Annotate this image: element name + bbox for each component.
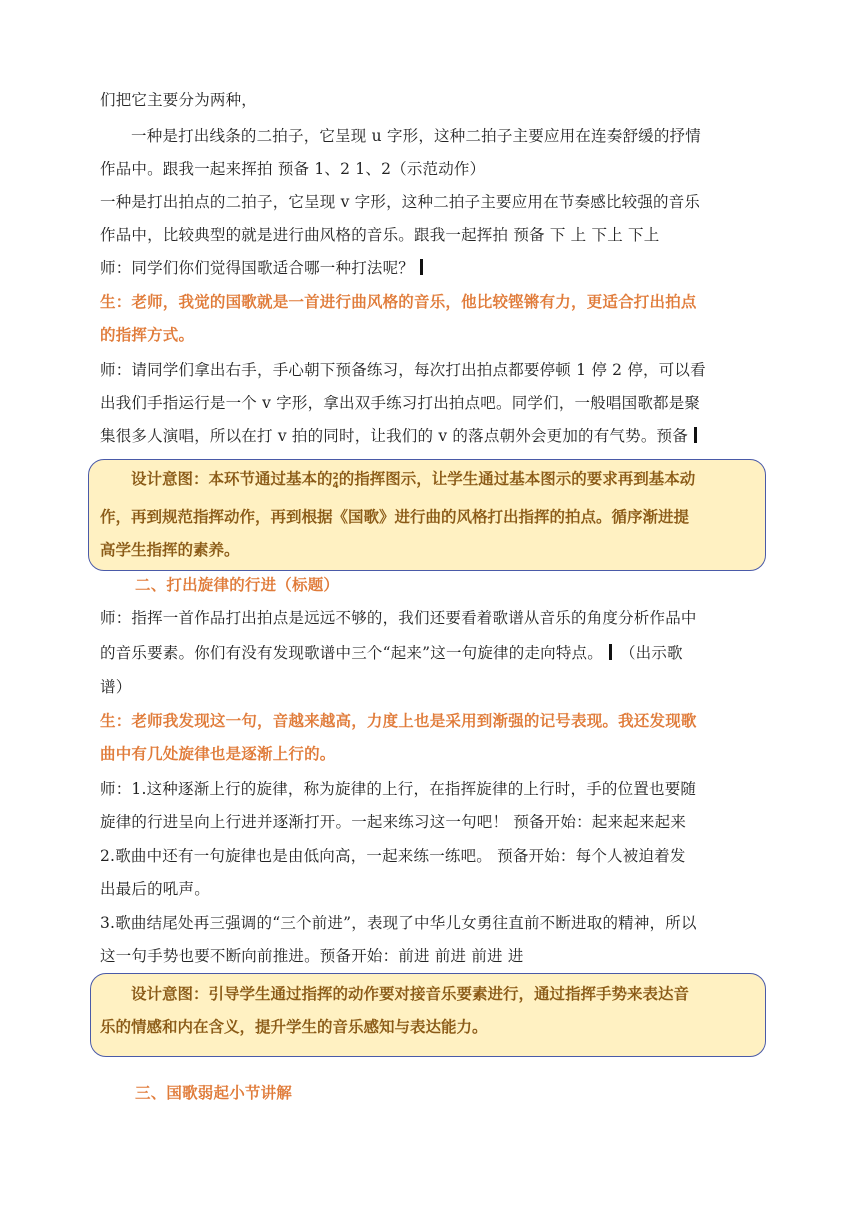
student-answer-line: 生：老师我发现这一句，音越来越高，力度上也是采用到渐强的记号表现。我还发现歌 (100, 712, 697, 730)
paragraph-text: （出示歌 (619, 644, 683, 662)
design-intent-line: 设计意图：引导学生通过指挥的动作要对接音乐要素进行，通过指挥手势来表达音 (131, 985, 690, 1003)
paragraph-line: 作品中，比较典型的就是进行曲风格的音乐。跟我一起挥拍 预备 下 上 下上 下上 (100, 226, 660, 244)
section-heading: 三、国歌弱起小节讲解 (135, 1084, 293, 1102)
paragraph-line: 2.歌曲中还有一句旋律也是由低向高，一起来练一练吧。 预备开始：每个人被迫着发 (100, 847, 686, 865)
paragraph-text: 集很多人演唱，所以在打 v 拍的同时，让我们的 v 的落点朝外会更加的有气势。预备 (100, 427, 688, 445)
design-intent-line: 作，再到规范指挥动作，再到根据《国歌》进行曲的风格打出指挥的拍点。循序渐进提 (100, 508, 690, 526)
paragraph-line: 师：指挥一首作品打出拍点是远远不够的，我们还要看着歌谱从音乐的角度分析作品中 (100, 609, 697, 627)
paragraph-line: 师：请同学们拿出右手，手心朝下预备练习，每次打出拍点都要停顿 1 停 2 停，可以看 (100, 361, 706, 379)
text-cursor (609, 644, 612, 660)
section-heading: 二、打出旋律的行进（标题） (135, 576, 340, 594)
paragraph-line: 们把它主要分为两种， (100, 91, 258, 109)
paragraph-line (100, 425, 760, 447)
paragraph-line (100, 642, 760, 664)
paragraph-line: 一种是打出线条的二拍子，它呈现 u 字形，这种二拍子主要应用在连奏舒缓的抒情 (131, 127, 701, 145)
design-intent-line: 高学生指挥的素养。 (100, 541, 240, 559)
paragraph-line: 师：1.这种逐渐上行的旋律，称为旋律的上行，在指挥旋律的上行时，手的位置也要随 (100, 780, 697, 798)
paragraph-line: 3.歌曲结尾处再三强调的“三个前进”，表现了中华儿女勇往直前不断进取的精神，所以 (100, 914, 697, 932)
paragraph-line: 旋律的行进呈向上行进并逐渐打开。一起来练习这一句吧！ 预备开始：起来起来起来 (100, 813, 687, 831)
fraction-numerator: 2 (332, 472, 339, 482)
design-intent-text: 设计意图：本环节通过基本的 (131, 470, 333, 488)
fraction-denominator: 4 (332, 481, 339, 491)
paragraph-line: 出我们手指运行是一个 v 字形，拿出双手练习打出拍点吧。同学们，一般唱国歌都是聚 (100, 394, 701, 412)
paragraph-line: 出最后的吼声。 (100, 880, 210, 898)
paragraph-line: 作品中。跟我一起来挥拍 预备 1、2 1、2（示范动作） (100, 160, 486, 178)
text-cursor (420, 259, 423, 275)
teacher-question (100, 257, 760, 279)
paragraph-line: 这一句手势也要不断向前推进。预备开始：前进 前进 前进 进 (100, 947, 524, 965)
student-answer-line: 的指挥方式。 (100, 326, 195, 344)
text-cursor (694, 427, 697, 443)
design-intent-text: 的指挥图示，让学生通过基本图示的要求再到基本动 (338, 470, 696, 488)
student-answer-line: 曲中有几处旋律也是逐渐上行的。 (100, 745, 336, 763)
student-answer-line: 生：老师，我觉的国歌就是一首进行曲风格的音乐，他比较铿锵有力，更适合打出拍点 (100, 293, 697, 311)
paragraph-line: 一种是打出拍点的二拍子，它呈现 v 字形，这种二拍子主要应用在节奏感比较强的音乐 (100, 193, 701, 211)
design-intent-line: 乐的情感和内在含义，提升学生的音乐感知与表达能力。 (100, 1018, 488, 1036)
paragraph-text: 的音乐要素。你们有没有发现歌谱中三个“起来”这一句旋律的走向特点。 (100, 644, 603, 662)
teacher-question-text: 师：同学们你们觉得国歌适合哪一种打法呢？ (100, 259, 415, 277)
design-intent-line (131, 468, 695, 491)
paragraph-line: 谱） (100, 678, 132, 696)
